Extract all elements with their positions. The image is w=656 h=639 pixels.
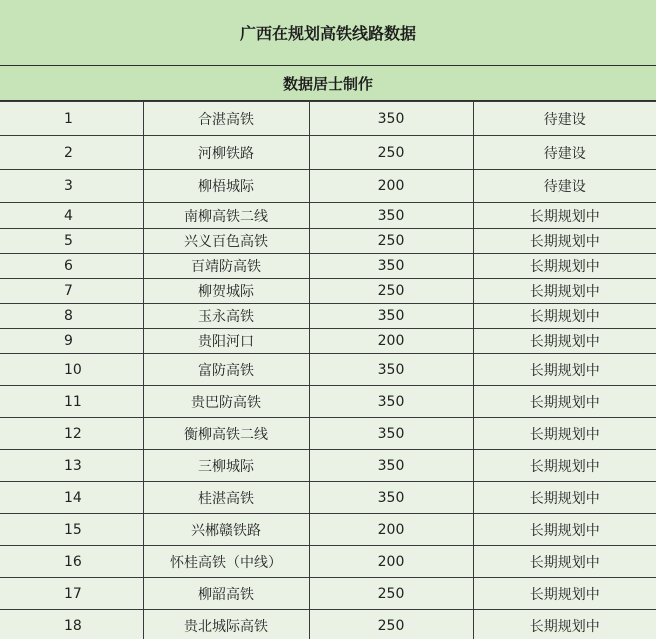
cell-line-name[interactable]: 合湛高铁 bbox=[143, 102, 309, 136]
cell-number[interactable]: 18 bbox=[0, 610, 143, 639]
table-row bbox=[0, 203, 656, 229]
table-row bbox=[0, 329, 656, 354]
cell-line-name[interactable]: 柳贺城际 bbox=[143, 279, 309, 304]
cell-speed[interactable]: 350 bbox=[309, 203, 473, 229]
cell-line-name[interactable]: 河柳铁路 bbox=[143, 136, 309, 170]
table-row bbox=[0, 546, 656, 578]
cell-speed[interactable]: 350 bbox=[309, 482, 473, 514]
cell-speed[interactable]: 200 bbox=[309, 514, 473, 546]
cell-status[interactable]: 长期规划中 bbox=[473, 329, 656, 354]
cell-speed[interactable]: 350 bbox=[309, 354, 473, 386]
cell-number[interactable]: 14 bbox=[0, 482, 143, 514]
cell-number[interactable]: 13 bbox=[0, 450, 143, 482]
cell-speed[interactable]: 350 bbox=[309, 418, 473, 450]
table-row bbox=[0, 578, 656, 610]
cell-speed[interactable]: 350 bbox=[309, 450, 473, 482]
cell-number[interactable]: 9 bbox=[0, 329, 143, 354]
cell-status[interactable]: 长期规划中 bbox=[473, 610, 656, 639]
cell-speed[interactable]: 200 bbox=[309, 546, 473, 578]
cell-speed[interactable]: 250 bbox=[309, 610, 473, 639]
cell-line-name[interactable]: 玉永高铁 bbox=[143, 304, 309, 329]
cell-speed[interactable]: 350 bbox=[309, 386, 473, 418]
cell-status[interactable]: 长期规划中 bbox=[473, 546, 656, 578]
cell-number[interactable]: 10 bbox=[0, 354, 143, 386]
cell-status[interactable]: 长期规划中 bbox=[473, 450, 656, 482]
cell-status[interactable]: 长期规划中 bbox=[473, 254, 656, 279]
cell-status[interactable]: 待建设 bbox=[473, 136, 656, 170]
cell-number[interactable]: 7 bbox=[0, 279, 143, 304]
table-row bbox=[0, 450, 656, 482]
cell-line-name[interactable]: 怀桂高铁（中线） bbox=[143, 546, 309, 578]
cell-speed[interactable]: 250 bbox=[309, 279, 473, 304]
cell-number[interactable]: 11 bbox=[0, 386, 143, 418]
cell-number[interactable]: 15 bbox=[0, 514, 143, 546]
cell-status[interactable]: 长期规划中 bbox=[473, 354, 656, 386]
cell-line-name[interactable]: 贵阳河口 bbox=[143, 329, 309, 354]
table-row bbox=[0, 170, 656, 203]
cell-line-name[interactable]: 三柳城际 bbox=[143, 450, 309, 482]
cell-line-name[interactable]: 贵巴防高铁 bbox=[143, 386, 309, 418]
cell-speed[interactable]: 250 bbox=[309, 136, 473, 170]
cell-status[interactable]: 长期规划中 bbox=[473, 418, 656, 450]
cell-line-name[interactable]: 桂湛高铁 bbox=[143, 482, 309, 514]
cell-number[interactable]: 2 bbox=[0, 136, 143, 170]
table-row bbox=[0, 102, 656, 136]
cell-status[interactable]: 长期规划中 bbox=[473, 482, 656, 514]
cell-line-name[interactable]: 富防高铁 bbox=[143, 354, 309, 386]
cell-status[interactable]: 长期规划中 bbox=[473, 578, 656, 610]
cell-line-name[interactable]: 贵北城际高铁 bbox=[143, 610, 309, 639]
table-row bbox=[0, 418, 656, 450]
cell-line-name[interactable]: 百靖防高铁 bbox=[143, 254, 309, 279]
cell-line-name[interactable]: 兴郴赣铁路 bbox=[143, 514, 309, 546]
cell-status[interactable]: 长期规划中 bbox=[473, 229, 656, 254]
cell-speed[interactable]: 200 bbox=[309, 170, 473, 203]
cell-speed[interactable]: 350 bbox=[309, 304, 473, 329]
cell-number[interactable]: 17 bbox=[0, 578, 143, 610]
sheet-title[interactable]: 广西在规划高铁线路数据 bbox=[0, 0, 656, 66]
cell-speed[interactable]: 200 bbox=[309, 329, 473, 354]
table-row bbox=[0, 354, 656, 386]
cell-speed[interactable]: 350 bbox=[309, 254, 473, 279]
table-row bbox=[0, 279, 656, 304]
cell-number[interactable]: 3 bbox=[0, 170, 143, 203]
cell-status[interactable]: 长期规划中 bbox=[473, 514, 656, 546]
cell-number[interactable]: 16 bbox=[0, 546, 143, 578]
cell-speed[interactable]: 250 bbox=[309, 229, 473, 254]
cell-line-name[interactable]: 柳梧城际 bbox=[143, 170, 309, 203]
rail-lines-table bbox=[0, 101, 656, 639]
table-row bbox=[0, 386, 656, 418]
sheet-subtitle[interactable]: 数据居士制作 bbox=[0, 66, 656, 101]
cell-number[interactable]: 6 bbox=[0, 254, 143, 279]
table-row bbox=[0, 254, 656, 279]
cell-line-name[interactable]: 柳韶高铁 bbox=[143, 578, 309, 610]
table-row bbox=[0, 482, 656, 514]
table-row bbox=[0, 304, 656, 329]
cell-status[interactable]: 长期规划中 bbox=[473, 304, 656, 329]
cell-number[interactable]: 1 bbox=[0, 102, 143, 136]
cell-number[interactable]: 12 bbox=[0, 418, 143, 450]
table-row bbox=[0, 514, 656, 546]
cell-status[interactable]: 长期规划中 bbox=[473, 203, 656, 229]
table-row bbox=[0, 229, 656, 254]
table-row bbox=[0, 610, 656, 639]
cell-status[interactable]: 长期规划中 bbox=[473, 386, 656, 418]
cell-status[interactable]: 待建设 bbox=[473, 102, 656, 136]
cell-number[interactable]: 5 bbox=[0, 229, 143, 254]
cell-speed[interactable]: 350 bbox=[309, 102, 473, 136]
table-row bbox=[0, 136, 656, 170]
cell-number[interactable]: 4 bbox=[0, 203, 143, 229]
cell-number[interactable]: 8 bbox=[0, 304, 143, 329]
cell-status[interactable]: 待建设 bbox=[473, 170, 656, 203]
cell-line-name[interactable]: 南柳高铁二线 bbox=[143, 203, 309, 229]
cell-line-name[interactable]: 衡柳高铁二线 bbox=[143, 418, 309, 450]
cell-line-name[interactable]: 兴义百色高铁 bbox=[143, 229, 309, 254]
cell-speed[interactable]: 250 bbox=[309, 578, 473, 610]
cell-status[interactable]: 长期规划中 bbox=[473, 279, 656, 304]
